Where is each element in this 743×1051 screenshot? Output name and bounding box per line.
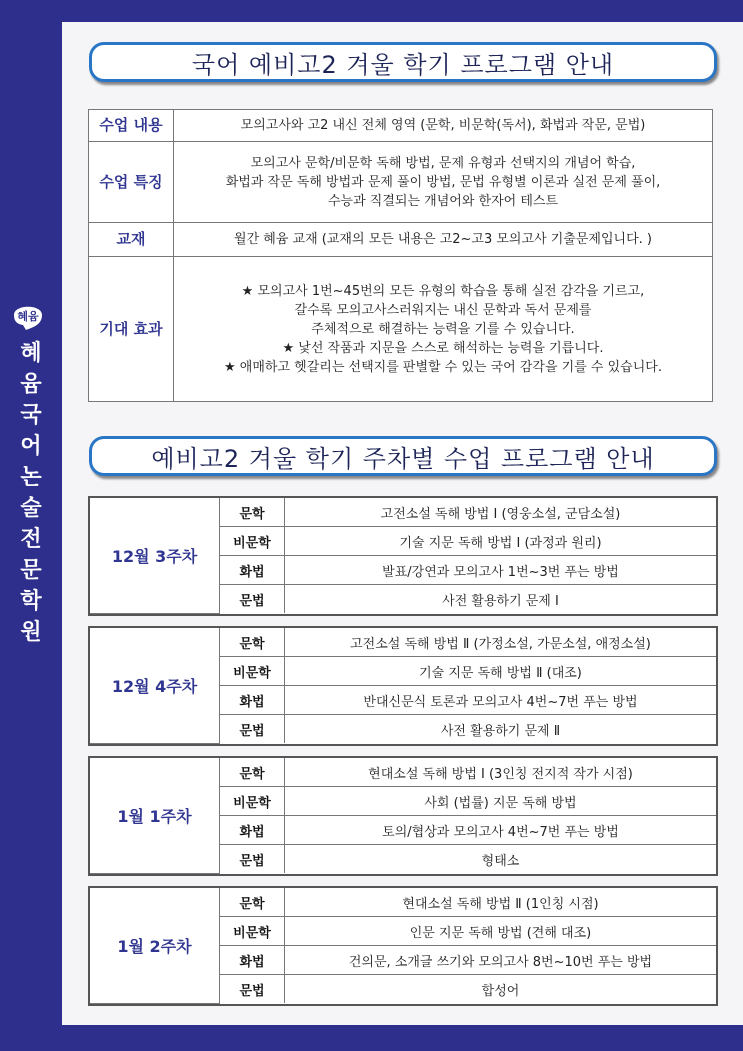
- week-block: [88, 756, 718, 876]
- subject-cell: 문학: [220, 888, 285, 917]
- content-cell: 발표/강연과 모의고사 1번~3번 푸는 방법: [285, 556, 717, 585]
- content-cell: 현대소설 독해 방법 Ⅱ (1인칭 시점): [285, 888, 717, 917]
- info-line: ★ 애매하고 헷갈리는 선택지를 판별할 수 있는 국어 감각을 기를 수 있습니다.: [224, 359, 662, 375]
- program-title-banner: 국어 예비고2 겨울 학기 프로그램 안내: [89, 42, 717, 82]
- academy-name-char: 전: [20, 527, 42, 552]
- week-label: 1월 1주차: [90, 758, 220, 873]
- subject-cell: 화법: [220, 686, 285, 715]
- schedule-row: [90, 888, 716, 917]
- info-line: 화법과 작문 독해 방법과 문제 풀이 방법, 문법 유형별 이론과 실전 문제 풀이,: [225, 174, 661, 190]
- subject-cell: 비문학: [220, 917, 285, 946]
- content-cell: 형태소: [285, 845, 717, 874]
- week-block: [88, 626, 718, 746]
- week-table: [90, 888, 716, 1004]
- info-value: [174, 223, 713, 257]
- weekly-program-title-banner: 예비고2 겨울 학기 주차별 수업 프로그램 안내: [89, 436, 717, 476]
- svg-text:혜윰: 혜윰: [17, 310, 39, 323]
- academy-name-char: 문: [20, 558, 42, 583]
- schedule-row: [90, 758, 716, 787]
- week-label: 1월 2주차: [90, 888, 220, 1003]
- content-cell: 사회 (법률) 지문 독해 방법: [285, 787, 717, 816]
- subject-cell: 문학: [220, 758, 285, 787]
- info-value: [174, 257, 713, 402]
- info-line: 수능과 직결되는 개념어와 한자어 테스트: [327, 193, 558, 209]
- content-cell: 사전 활용하기 문제 Ⅰ: [285, 585, 717, 614]
- subject-cell: 화법: [220, 556, 285, 585]
- info-label: 수업 내용: [89, 110, 174, 142]
- info-label: 수업 특징: [89, 142, 174, 223]
- info-value: [174, 110, 713, 142]
- info-value: [174, 142, 713, 223]
- content-cell: 인문 지문 독해 방법 (견해 대조): [285, 917, 717, 946]
- info-row-expected-effects: [89, 257, 713, 402]
- info-line: 월간 혜윰 교재 (교재의 모든 내용은 고2~고3 모의고사 기출문제입니다. ): [234, 232, 652, 247]
- week-table: [90, 628, 716, 744]
- subject-cell: 문법: [220, 845, 285, 874]
- subject-cell: 문학: [220, 628, 285, 657]
- content-cell: 토의/협상과 모의고사 4번~7번 푸는 방법: [285, 816, 717, 845]
- subject-cell: 화법: [220, 816, 285, 845]
- info-row-textbook: [89, 223, 713, 257]
- document-page: [62, 22, 743, 1025]
- info-label: 교재: [89, 223, 174, 257]
- academy-name-char: 윰: [20, 372, 42, 397]
- subject-cell: 비문학: [220, 657, 285, 686]
- content-cell: 건의문, 소개글 쓰기와 모의고사 8번~10번 푸는 방법: [285, 946, 717, 975]
- content-cell: 고전소설 독해 방법 Ⅰ (영웅소설, 군담소설): [285, 498, 717, 527]
- subject-cell: 비문학: [220, 527, 285, 556]
- subject-cell: 문법: [220, 715, 285, 744]
- academy-name-char: 어: [20, 434, 42, 459]
- info-line: 모의고사와 고2 내신 전체 영역 (문학, 비문학(독서), 화법과 작문, 문법): [240, 118, 646, 133]
- subject-cell: 문법: [220, 975, 285, 1004]
- week-block: [88, 886, 718, 1006]
- content-cell: 기술 지문 독해 방법 Ⅱ (대조): [285, 657, 717, 686]
- week-table: [90, 758, 716, 874]
- week-table: [90, 498, 716, 614]
- academy-name-vertical: [13, 338, 49, 648]
- academy-name-char: 혜: [20, 341, 42, 366]
- subject-cell: 화법: [220, 946, 285, 975]
- info-line: 갈수록 모의고사스러워지는 내신 문학과 독서 문제를: [294, 302, 592, 318]
- subject-cell: 비문학: [220, 787, 285, 816]
- info-line: ★ 모의고사 1번~45번의 모든 유형의 학습을 통해 실전 감각을 기르고,: [241, 283, 645, 299]
- academy-name-char: 원: [20, 620, 42, 645]
- info-label: 기대 효과: [89, 257, 174, 402]
- week-label: 12월 3주차: [90, 498, 220, 613]
- hyeyum-logo-icon: [10, 298, 46, 332]
- info-line: 모의고사 문학/비문학 독해 방법, 문제 유형과 선택지의 개념어 학습,: [250, 155, 636, 171]
- schedule-row: [90, 498, 716, 527]
- content-cell: 합성어: [285, 975, 717, 1004]
- content-cell: 기술 지문 독해 방법 Ⅰ (과정과 원리): [285, 527, 717, 556]
- week-label: 12월 4주차: [90, 628, 220, 743]
- academy-name-char: 논: [20, 465, 42, 490]
- info-row-features: [89, 142, 713, 223]
- subject-cell: 문학: [220, 498, 285, 527]
- academy-name-char: 술: [20, 496, 42, 521]
- info-line: 주체적으로 해결하는 능력을 기를 수 있습니다.: [311, 321, 575, 337]
- content-cell: 사전 활용하기 문제 Ⅱ: [285, 715, 717, 744]
- schedule-row: [90, 628, 716, 657]
- academy-name-char: 학: [20, 589, 42, 614]
- content-cell: 고전소설 독해 방법 Ⅱ (가정소설, 가문소설, 애정소설): [285, 628, 717, 657]
- program-info-table: [88, 109, 713, 402]
- info-row-content: [89, 110, 713, 142]
- week-block: [88, 496, 718, 616]
- subject-cell: 문법: [220, 585, 285, 614]
- content-cell: 반대신문식 토론과 모의고사 4번~7번 푸는 방법: [285, 686, 717, 715]
- academy-name-char: 국: [20, 403, 42, 428]
- info-line: ★ 낯선 작품과 지문을 스스로 해석하는 능력을 기릅니다.: [282, 340, 604, 356]
- content-cell: 현대소설 독해 방법 Ⅰ (3인칭 전지적 작가 시점): [285, 758, 717, 787]
- sidebar: [0, 0, 62, 1051]
